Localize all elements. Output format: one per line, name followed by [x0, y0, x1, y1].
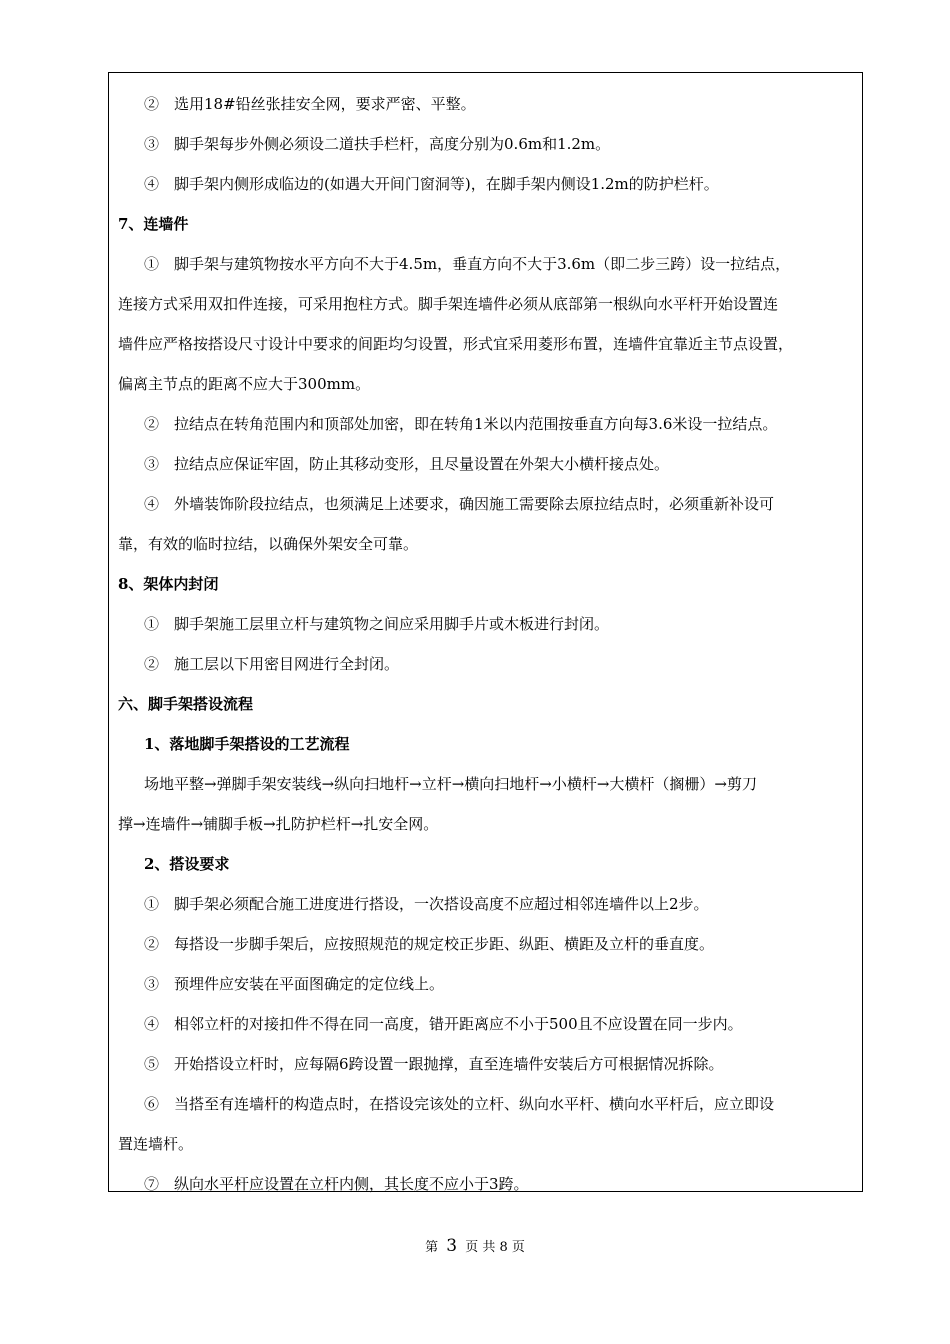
body-text-line: ③ 预埋件应安装在平面图确定的定位线上。	[144, 975, 445, 993]
footer-mid: 页 共	[465, 1240, 496, 1255]
current-page-number: 3	[446, 1236, 458, 1256]
document-body	[118, 84, 858, 1204]
body-text-line: ⑦ 纵向水平杆应设置在立杆内侧，其长度不应小于3跨。	[144, 1175, 529, 1193]
section-heading: 8、架体内封闭	[118, 575, 219, 593]
body-text-line: ① 脚手架与建筑物按水平方向不大于4.5m，垂直方向不大于3.6m（即二步三跨）设一拉结点，	[144, 255, 791, 273]
body-text-line: ② 每搭设一步脚手架后，应按照规范的规定校正步距、纵距、横距及立杆的垂直度。	[144, 935, 715, 953]
body-text-line: ⑤ 开始搭设立杆时，应每隔6跨设置一跟抛撑，直至连墙件安装后方可根据情况拆除。	[144, 1055, 724, 1073]
body-text-line: ① 脚手架必须配合施工进度进行搭设，一次搭设高度不应超过相邻连墙件以上2步。	[144, 895, 709, 913]
body-text-line: 置连墙杆。	[118, 1135, 194, 1153]
total-page-count: 8	[499, 1240, 508, 1255]
page-footer	[0, 1236, 950, 1256]
body-text-line: 靠，有效的临时拉结，以确保外架安全可靠。	[118, 535, 419, 553]
body-text-line: 连接方式采用双扣件连接，可采用抱柱方式。脚手架连墙件必须从底部第一根纵向水平杆开始设置连	[118, 295, 779, 313]
body-text-line: ④ 相邻立杆的对接扣件不得在同一高度，错开距离应不小于500且不应设置在同一步内。	[144, 1015, 743, 1033]
body-text-line: 场地平整→弹脚手架安装线→纵向扫地杆→立杆→横向扫地杆→小横杆→大横杆（搁栅）→剪刀	[144, 775, 757, 793]
body-text-line: ④ 外墙装饰阶段拉结点，也须满足上述要求，确因施工需要除去原拉结点时，必须重新补设可	[144, 495, 775, 513]
section-heading: 六、脚手架搭设流程	[118, 695, 254, 713]
footer-prefix: 第	[425, 1240, 439, 1255]
section-heading: 2、搭设要求	[144, 855, 230, 873]
body-text-line: ⑥ 当搭至有连墙杆的构造点时，在搭设完该处的立杆、纵向水平杆、横向水平杆后，应立即设	[144, 1095, 775, 1113]
body-text-line: ② 施工层以下用密目网进行全封闭。	[144, 655, 400, 673]
body-text-line: ③ 脚手架每步外侧必须设二道扶手栏杆，高度分别为0.6m和1.2m。	[144, 135, 611, 153]
section-heading: 7、连墙件	[118, 215, 189, 233]
body-text-line: ② 选用18#铅丝张挂安全网，要求严密、平整。	[144, 95, 476, 113]
body-text-line: ③ 拉结点应保证牢固，防止其移动变形，且尽量设置在外架大小横杆接点处。	[144, 455, 670, 473]
body-text-line: 墙件应严格按搭设尺寸设计中要求的间距均匀设置，形式宜采用菱形布置，连墙件宜靠近主节点设置，	[118, 335, 794, 353]
body-text-line: 偏离主节点的距离不应大于300mm。	[118, 375, 371, 393]
body-text-line: ④ 脚手架内侧形成临边的(如遇大开间门窗洞等)，在脚手架内侧设1.2m的防护栏杆。	[144, 175, 719, 193]
body-text-line: 撑→连墙件→铺脚手板→扎防护栏杆→扎安全网。	[118, 815, 439, 833]
body-text-line: ② 拉结点在转角范围内和顶部处加密，即在转角1米以内范围按垂直方向每3.6米设一拉结点。	[144, 415, 778, 433]
footer-suffix: 页	[511, 1240, 525, 1255]
section-heading: 1、落地脚手架搭设的工艺流程	[144, 735, 350, 753]
body-text-line: ① 脚手架施工层里立杆与建筑物之间应采用脚手片或木板进行封闭。	[144, 615, 610, 633]
